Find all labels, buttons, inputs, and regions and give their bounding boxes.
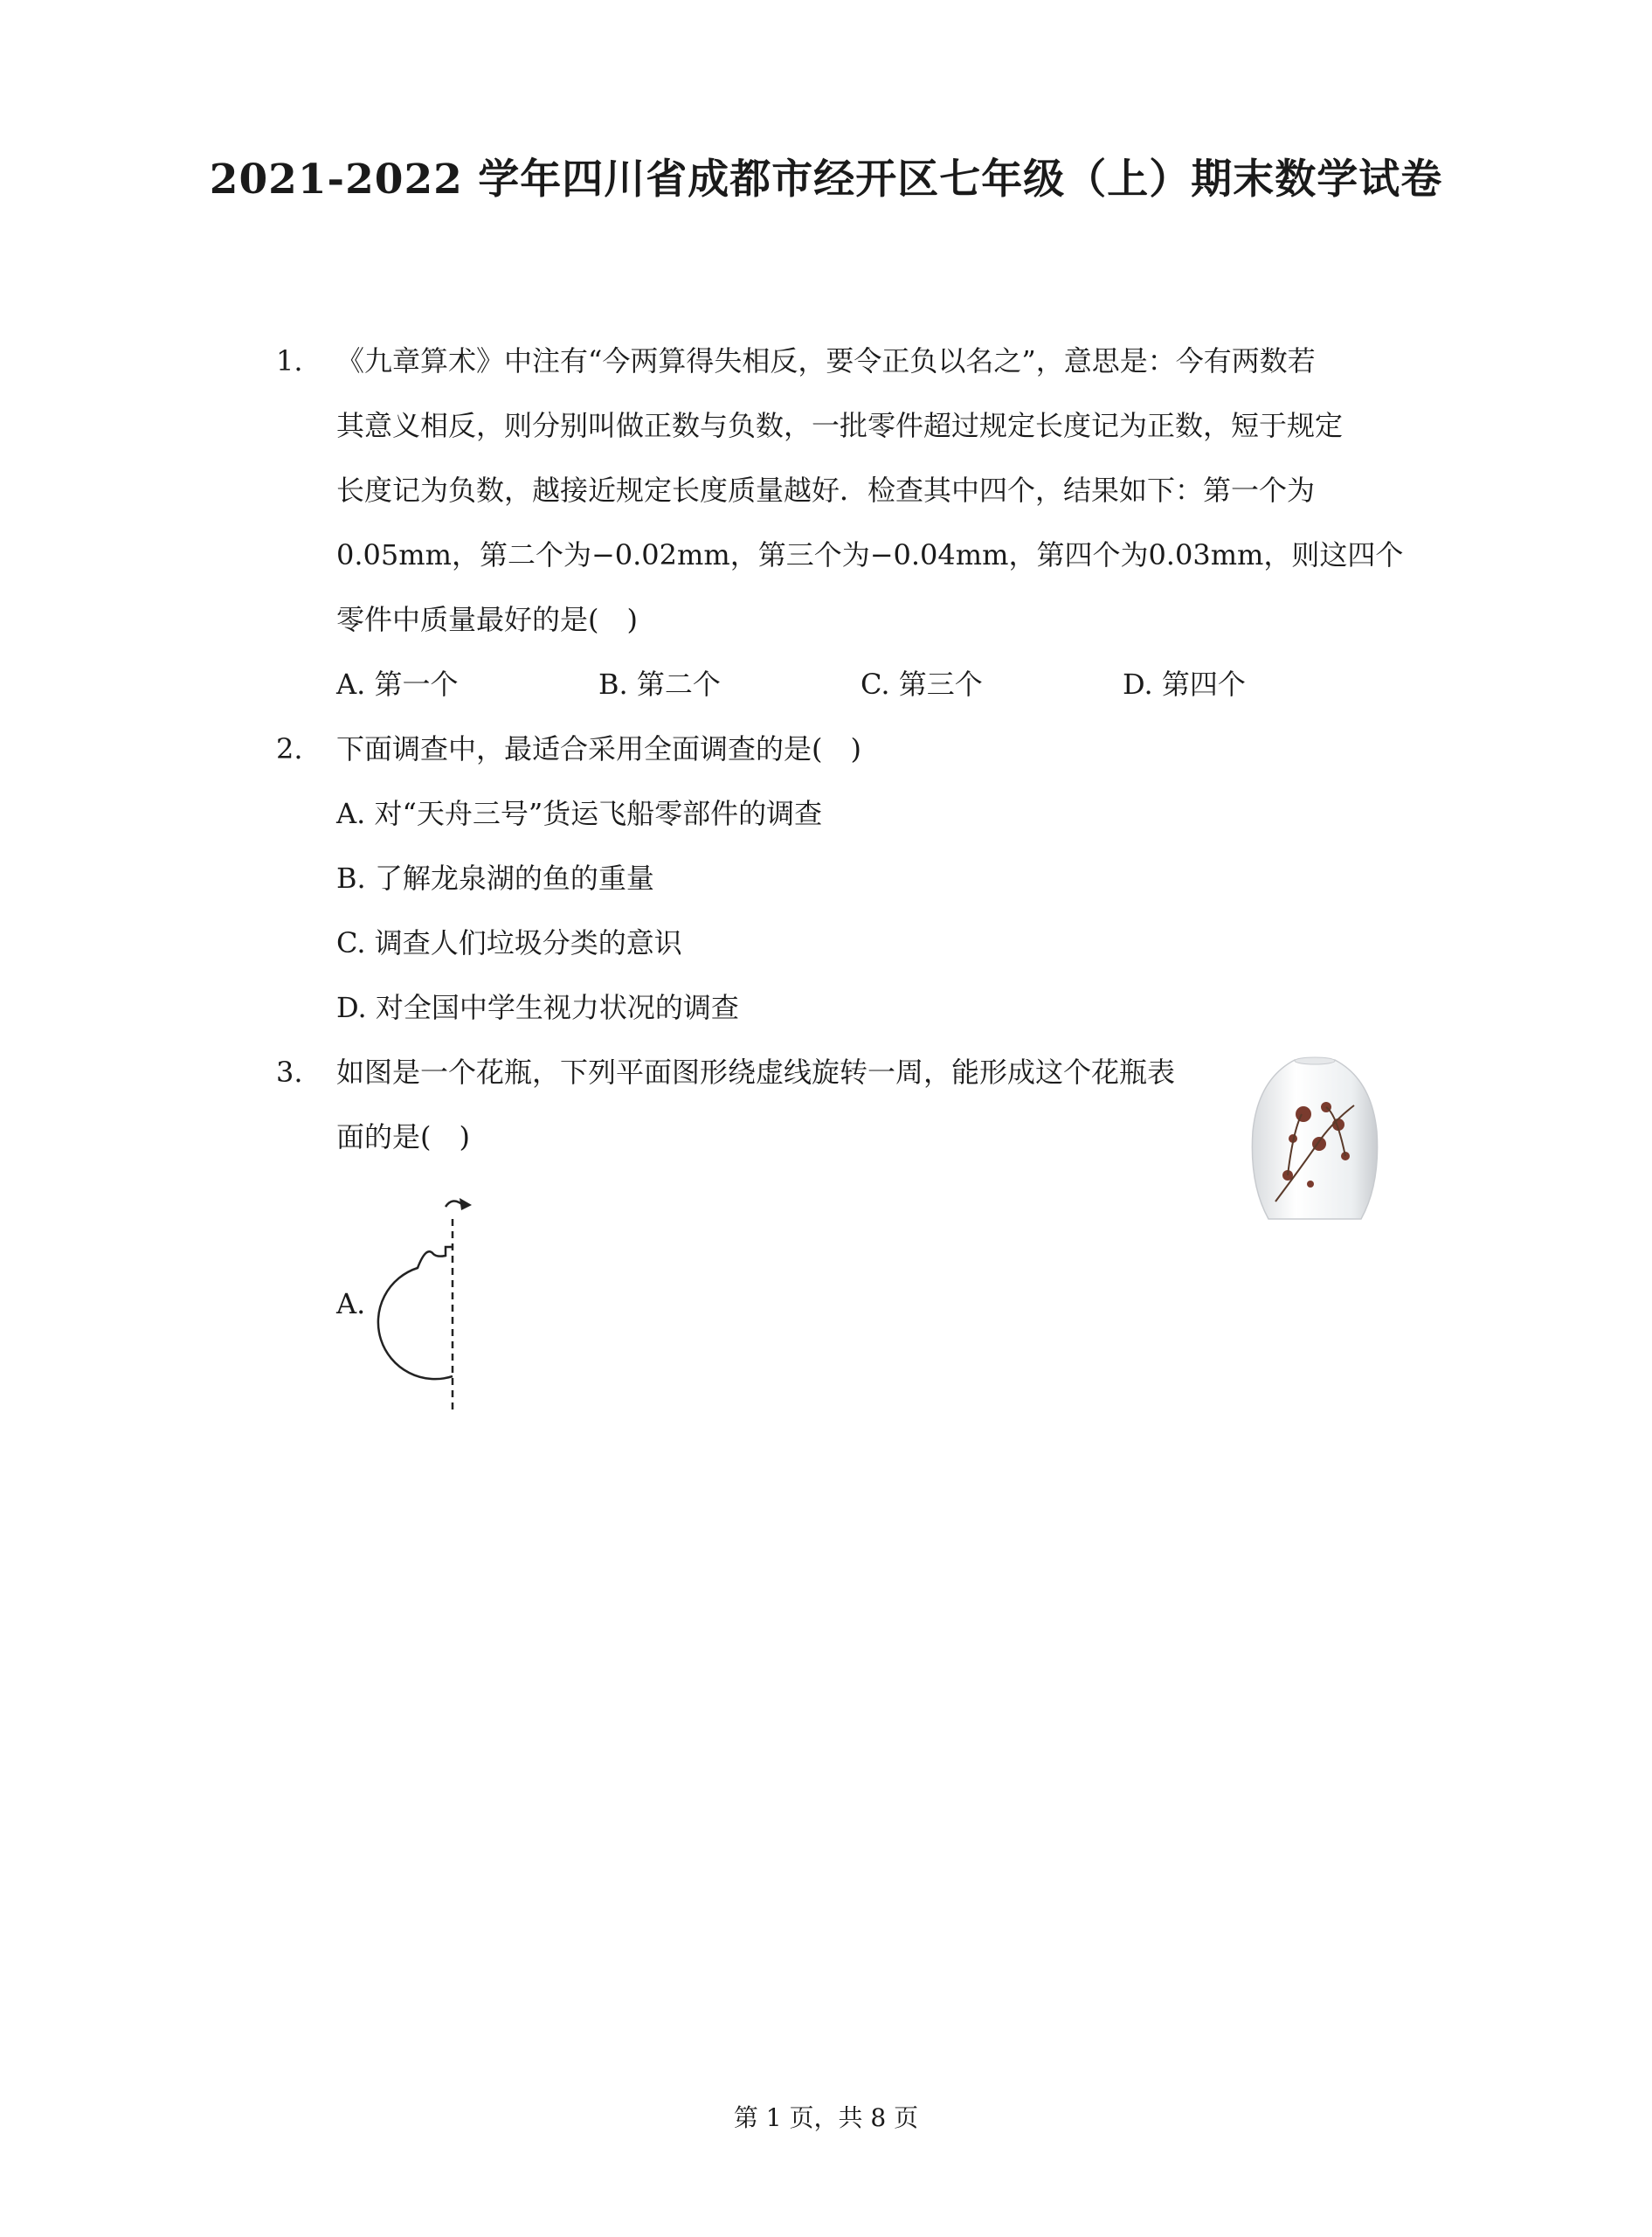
question-number: 1.	[276, 344, 303, 377]
question-number: 3.	[276, 1056, 303, 1089]
option-a: A. 第一个	[336, 668, 459, 701]
option-c: C. 调查人们垃圾分类的意识	[336, 926, 682, 959]
page-footer: 第 1 页，共 8 页	[733, 2103, 919, 2132]
question-number: 2.	[276, 732, 303, 765]
question-text-line: 下面调查中，最适合采用全面调查的是( )	[336, 732, 861, 765]
option-a: A. 对“天舟三号”货运飞船零部件的调查	[336, 797, 823, 830]
page-title: 2021-2022 学年四川省成都市经开区七年级（上）期末数学试卷	[209, 156, 1443, 204]
question-text-line: 面的是( )	[336, 1120, 470, 1153]
question-text-line: 零件中质量最好的是( )	[336, 603, 638, 636]
question-text-line: 如图是一个花瓶，下列平面图形绕虚线旋转一周，能形成这个花瓶表	[336, 1056, 1176, 1089]
question-text-line: 其意义相反，则分别叫做正数与负数，一批零件超过规定长度记为正数，短于规定	[336, 409, 1344, 442]
figure-option-a	[376, 1193, 498, 1420]
option-a: A.	[336, 1287, 366, 1320]
vase-image	[1241, 1053, 1389, 1228]
option-b: B. 了解龙泉湖的鱼的重量	[336, 862, 654, 895]
option-c: C. 第三个	[861, 668, 983, 701]
option-d: D. 对全国中学生视力状况的调查	[336, 991, 739, 1024]
question-text-line: 长度记为负数，越接近规定长度质量越好．检查其中四个，结果如下：第一个为	[336, 474, 1316, 507]
option-d: D. 第四个	[1123, 668, 1246, 701]
question-text-line: 0.05mm，第二个为−0.02mm，第三个为−0.04mm，第四个为0.03mm，则这四个	[336, 538, 1404, 571]
option-b: B. 第二个	[598, 668, 721, 701]
question-text-line: 《九章算术》中注有“今两算得失相反，要令正负以名之”，意思是：今有两数若	[336, 344, 1316, 377]
